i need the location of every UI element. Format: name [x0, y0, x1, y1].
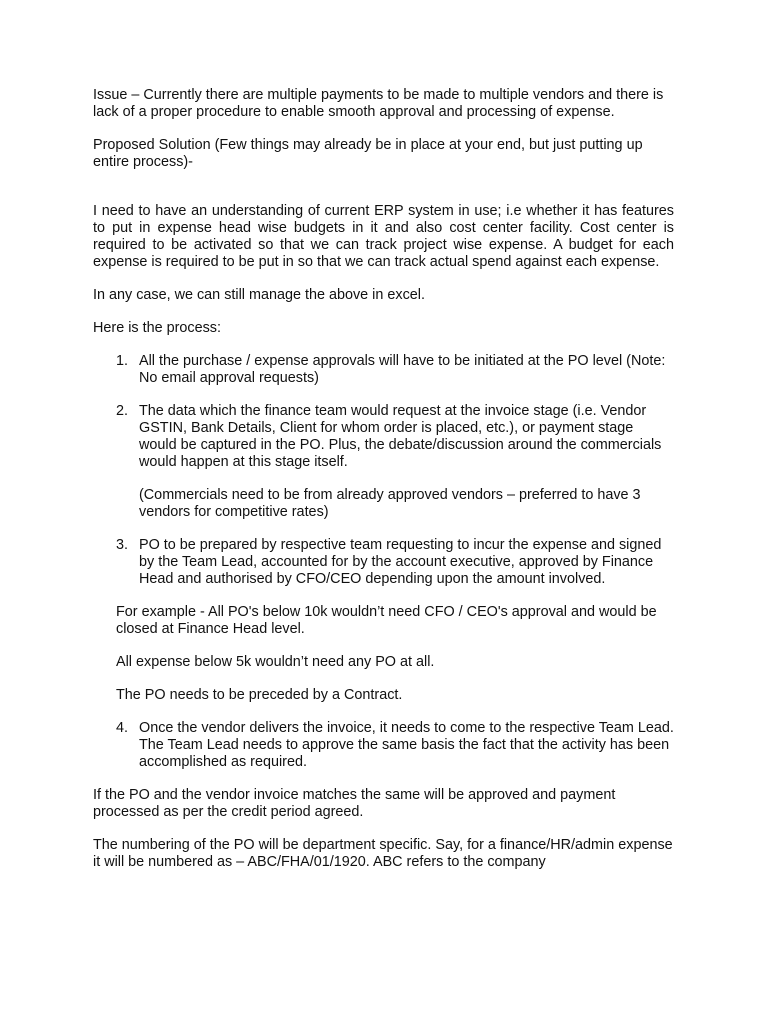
- process-intro: Here is the process:: [93, 320, 221, 336]
- process-steps-list-continued: [93, 720, 674, 771]
- invoice-match-paragraph: If the PO and the vendor invoice matches the same will be approved and payment processed as per the credit period agreed.: [93, 787, 616, 820]
- step-number: 3.: [116, 537, 129, 553]
- list-item-step-2: [93, 403, 674, 521]
- list-item-step-1: [93, 353, 674, 387]
- proposed-solution-paragraph: Proposed Solution (Few things may already be in place at your end, but just putting up entire process)-: [93, 137, 643, 170]
- numbering-paragraph: The numbering of the PO will be department specific. Say, for a finance/HR/admin expense it will be numbered as – ABC/FHA/01/1920. ABC refers to the company: [93, 837, 673, 870]
- issue-paragraph: Issue – Currently there are multiple payments to be made to multiple vendors and there is lack of a proper procedure to enable smooth approval and processing of expense.: [93, 87, 664, 120]
- step-text: Once the vendor delivers the invoice, it needs to come to the respective Team Lead. The Team Lead needs to approve the same basis the fact that the activity has been accomplished as required.: [139, 720, 674, 770]
- list-item-step-4: [93, 720, 674, 771]
- step-number: 1.: [116, 353, 129, 369]
- list-item-step-3: [93, 537, 674, 588]
- step-text: The data which the finance team would request at the invoice stage (i.e. Vendor GSTIN, Bank Details, Client for whom order is placed, etc.), or payment stage would be captured in the PO. Plus, the debate/discussion around the commercials would happen at this stage itself.: [139, 403, 662, 470]
- step-text: PO to be prepared by respective team requesting to incur the expense and signed by the Team Lead, accounted for by the account executive, approved by Finance Head and authorised by CFO/CEO depending upon the amount involved.: [139, 537, 662, 587]
- document-page: [93, 87, 674, 887]
- step-number: 4.: [116, 720, 129, 736]
- threshold-example: For example - All PO's below 10k wouldn’t need CFO / CEO's approval and would be closed at Finance Head level.: [116, 604, 657, 637]
- contract-requirement: The PO needs to be preceded by a Contract.: [116, 687, 403, 703]
- excel-note-paragraph: In any case, we can still manage the above in excel.: [93, 287, 425, 303]
- step-text: All the purchase / expense approvals will have to be initiated at the PO level (Note: No email approval requests): [139, 353, 666, 386]
- step-note: (Commercials need to be from already approved vendors – preferred to have 3 vendors for competitive rates): [139, 487, 641, 520]
- step-number: 2.: [116, 403, 129, 419]
- no-po-threshold: All expense below 5k wouldn’t need any PO at all.: [116, 654, 435, 670]
- step-3-notes: [93, 604, 674, 704]
- blank-line: [93, 187, 674, 203]
- erp-paragraph: I need to have an understanding of current ERP system in use; i.e whether it has features to put in expense head wise budgets in it and also cost center facility. Cost center is required to be activated so that we can track project wise expense. A budget for each expense is required to be put in so that we can track actual spend against each expense.: [93, 203, 674, 270]
- process-steps-list: [93, 353, 674, 588]
